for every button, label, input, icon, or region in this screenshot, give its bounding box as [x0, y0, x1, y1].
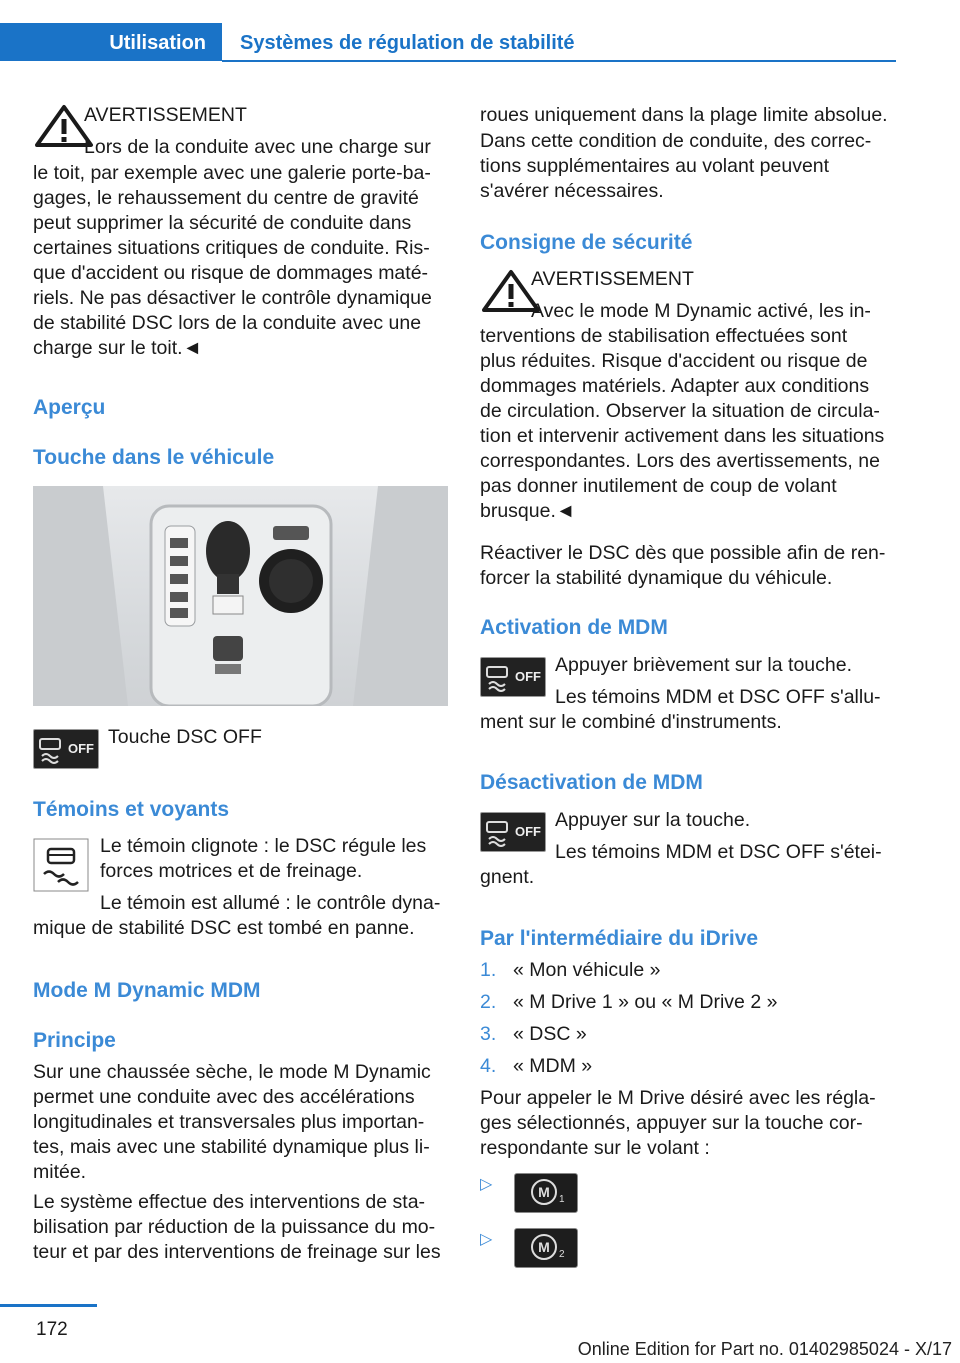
principe-line: tes, mais avec une stabilité dynamique plus li-	[33, 1136, 430, 1158]
desactivation-line: Appuyer sur la touche.	[555, 809, 751, 831]
warning1-label: AVERTISSEMENT	[84, 104, 247, 126]
warning2-line: de circulation. Observer la situation de circula-	[480, 400, 880, 422]
step-number: 1.	[480, 959, 497, 981]
warning1-line: le toit, par exemple avec une galerie porte-ba-	[33, 162, 431, 184]
m-drive-1-button-icon	[514, 1173, 578, 1213]
warning2-line: Avec le mode M Dynamic activé, les in-	[531, 300, 871, 322]
reactiver-line: forcer la stabilité dynamique du véhicule.	[480, 567, 833, 589]
step-text: « MDM »	[513, 1055, 593, 1077]
header-section-tab	[0, 23, 222, 61]
heading-activation: Activation de MDM	[480, 616, 668, 639]
principe-line: permet une conduite avec des accélérations	[33, 1086, 415, 1108]
warning1-line: certaines situations critiques de conduite. Ris-	[33, 237, 430, 259]
warning2-line: dommages matériels. Adapter aux conditions	[480, 375, 870, 397]
off-label: OFF	[515, 824, 541, 839]
list-item	[480, 1054, 592, 1080]
svg-text:2: 2	[559, 1249, 565, 1260]
temoins-line: mique de stabilité DSC est tombé en panne.	[33, 917, 415, 939]
list-item	[480, 1022, 587, 1048]
principe-line: longitudinales et transversales plus importan-	[33, 1111, 425, 1133]
step-number: 3.	[480, 1023, 497, 1045]
heading-touche: Touche dans le véhicule	[33, 446, 275, 469]
pour-line: respondante sur le volant :	[480, 1137, 710, 1159]
center-console-photo	[33, 486, 448, 706]
warning2-line: plus réduites. Risque d'accident ou risque de	[480, 350, 868, 372]
touche-caption: Touche DSC OFF	[108, 726, 262, 748]
warning1-line: riels. Ne pas désactiver le contrôle dynamique	[33, 287, 432, 309]
header-rule	[222, 60, 896, 62]
off-label: OFF	[68, 741, 94, 756]
heading-temoins: Témoins et voyants	[33, 798, 230, 821]
heading-principe: Principe	[33, 1029, 116, 1052]
reactiver-line: Réactiver le DSC dès que possible afin de ren-	[480, 542, 886, 564]
list-item	[480, 990, 777, 1016]
warning2-label: AVERTISSEMENT	[531, 268, 694, 290]
heading-mdm: Mode M Dynamic MDM	[33, 979, 261, 1002]
cont-line: roues uniquement dans la plage limite absolue.	[480, 104, 888, 126]
temoins-line: Le témoin est allumé : le contrôle dyna-	[100, 892, 441, 914]
step-number: 4.	[480, 1055, 497, 1077]
footer-rule	[0, 1304, 97, 1307]
pour-line: ges sélectionnés, appuyer sur la touche cor-	[480, 1112, 863, 1134]
heading-consigne: Consigne de sécurité	[480, 231, 693, 254]
step-text: « DSC »	[513, 1023, 587, 1045]
activation-line: Appuyer brièvement sur la touche.	[555, 654, 852, 676]
warning1-line: peut supprimer la sécurité de conduite dans	[33, 212, 412, 234]
activation-line: Les témoins MDM et DSC OFF s'allu-	[555, 686, 881, 708]
warning2-line: brusque.◄	[480, 500, 576, 522]
list-item	[480, 958, 660, 984]
warning1-line: de stabilité DSC lors de la conduite avec une	[33, 312, 422, 334]
pour-line: Pour appeler le M Drive désiré avec les régla-	[480, 1087, 876, 1109]
bullet-icon: ▷	[480, 1231, 493, 1248]
step-text: « Mon véhicule »	[513, 959, 661, 981]
warning1-line: que d'accident ou risque de dommages maté-	[33, 262, 429, 284]
step-text: « M Drive 1 » ou « M Drive 2 »	[513, 991, 778, 1013]
cont-line: tions supplémentaires au volant peuvent	[480, 155, 830, 177]
temoins-line: forces motrices et de freinage.	[100, 860, 363, 882]
svg-text:1: 1	[559, 1194, 565, 1205]
dsc-off-button-icon	[480, 812, 546, 852]
edition-note: Online Edition for Part no. 01402985024 - X/17	[577, 1339, 952, 1359]
heading-apercu: Aperçu	[33, 396, 106, 419]
principe-line: bilisation par réduction de la puissance du mo-	[33, 1216, 436, 1238]
warning2-line: correspondantes. Lors des avertissements, ne	[480, 450, 880, 472]
dsc-off-button-icon	[33, 729, 99, 769]
header-section-label: Utilisation	[109, 32, 206, 54]
dsc-off-button-icon	[480, 657, 546, 697]
desactivation-line: gnent.	[480, 866, 535, 888]
heading-desactivation: Désactivation de MDM	[480, 771, 703, 794]
off-label: OFF	[515, 669, 541, 684]
bullet-icon: ▷	[480, 1176, 493, 1193]
principe-line: teur et par des interventions de freinage sur les	[33, 1241, 441, 1263]
svg-text:M: M	[538, 1184, 550, 1200]
desactivation-line: Les témoins MDM et DSC OFF s'étei-	[555, 841, 882, 863]
warning2-line: tion et intervenir activement dans les situations	[480, 425, 885, 447]
page-number: 172	[36, 1319, 68, 1340]
principe-line: Le système effectue des interventions de sta-	[33, 1191, 426, 1213]
warning1-line: Lors de la conduite avec une charge sur	[84, 136, 431, 158]
cont-line: s'avérer nécessaires.	[480, 180, 664, 202]
principe-line: Sur une chaussée sèche, le mode M Dynamic	[33, 1061, 431, 1083]
warning1-line: gages, le rehaussement du centre de gravité	[33, 187, 419, 209]
m-drive-2-button-icon	[514, 1228, 578, 1268]
header-title: Systèmes de régulation de stabilité	[240, 32, 575, 54]
svg-text:M: M	[538, 1239, 550, 1255]
warning2-line: terventions de stabilisation effectuées sont	[480, 325, 848, 347]
step-number: 2.	[480, 991, 497, 1013]
principe-line: mitée.	[33, 1161, 87, 1183]
activation-line: ment sur le combiné d'instruments.	[480, 711, 782, 733]
warning1-line: charge sur le toit.◄	[33, 337, 202, 359]
temoins-line: Le témoin clignote : le DSC régule les	[100, 835, 427, 857]
dsc-warning-light-icon	[33, 838, 89, 892]
heading-idrive: Par l'intermédiaire du iDrive	[480, 927, 759, 950]
cont-line: Dans cette condition de conduite, des correc-	[480, 130, 872, 152]
warning2-line: pas donner inutilement de coup de volant	[480, 475, 837, 497]
